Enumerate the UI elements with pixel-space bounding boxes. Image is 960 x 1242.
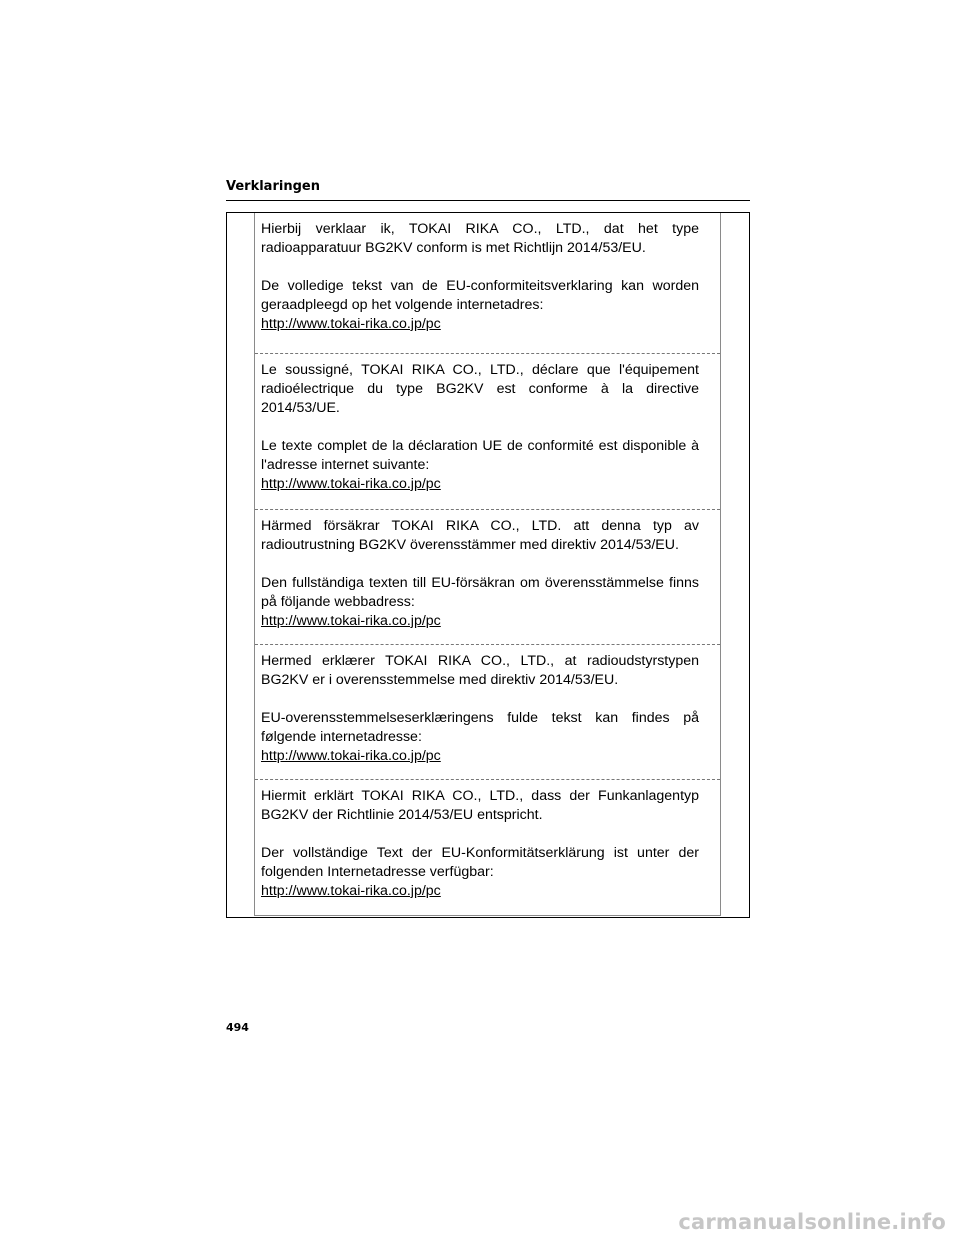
declaration-section-de — [255, 780, 720, 916]
page-number: 494 — [226, 1021, 249, 1034]
declaration-availability-text: De volledige tekst van de EU-conformiteitsverklaring kan worden geraadpleegd op het volgende internetadres: — [261, 278, 699, 313]
page-title: Verklaringen — [226, 179, 320, 194]
declaration-availability-text: Der vollständige Text der EU-Konformitätserklärung ist unter der folgenden Internetadresse verfügbar: — [261, 845, 699, 880]
declaration-availability-text: Den fullständiga texten till EU-försäkran om överensstämmelse finns på följande webbadress: — [261, 575, 699, 610]
declaration-statement: Le soussigné, TOKAI RIKA CO., LTD., déclare que l'équipement radioélectrique du type BG2KV est conforme à la directive 2014/53/UE. — [261, 362, 699, 416]
declaration-statement: Hermed erklærer TOKAI RIKA CO., LTD., at radioudstyrstypen BG2KV er i overensstemmelse med direktiv 2014/53/EU. — [261, 653, 699, 688]
declaration-url-link[interactable]: http://www.tokai-rika.co.jp/pc — [261, 613, 441, 629]
declaration-url-link[interactable]: http://www.tokai-rika.co.jp/pc — [261, 476, 441, 492]
declaration-section-fr — [255, 354, 720, 510]
declaration-section-sv — [255, 510, 720, 645]
declaration-section-da — [255, 645, 720, 780]
page-header — [226, 178, 750, 201]
declaration-statement: Hierbij verklaar ik, TOKAI RIKA CO., LTD., dat het type radioapparatuur BG2KV conform is met Richtlijn 2014/53/EU. — [261, 221, 699, 256]
declaration-url-link[interactable]: http://www.tokai-rika.co.jp/pc — [261, 748, 441, 764]
declaration-statement: Härmed försäkrar TOKAI RIKA CO., LTD. att denna typ av radioutrustning BG2KV överensstämmer med direktiv 2014/53/EU. — [261, 518, 699, 553]
declaration-section-nl — [255, 213, 720, 354]
declaration-url-link[interactable]: http://www.tokai-rika.co.jp/pc — [261, 316, 441, 332]
declaration-statement: Hiermit erklärt TOKAI RIKA CO., LTD., dass der Funkanlagentyp BG2KV der Richtlinie 2014/53/EU entspricht. — [261, 788, 699, 823]
watermark-text: carmanualsonline.info — [678, 1210, 946, 1234]
declarations-panel — [254, 213, 721, 916]
declaration-availability-text: EU-overensstemmelseserklæringens fulde tekst kan findes på følgende internetadresse: — [261, 710, 699, 745]
declaration-availability-text: Le texte complet de la déclaration UE de conformité est disponible à l'adresse internet suivante: — [261, 438, 699, 473]
declaration-url-link[interactable]: http://www.tokai-rika.co.jp/pc — [261, 883, 441, 899]
panel-bottom-rule — [255, 915, 720, 916]
